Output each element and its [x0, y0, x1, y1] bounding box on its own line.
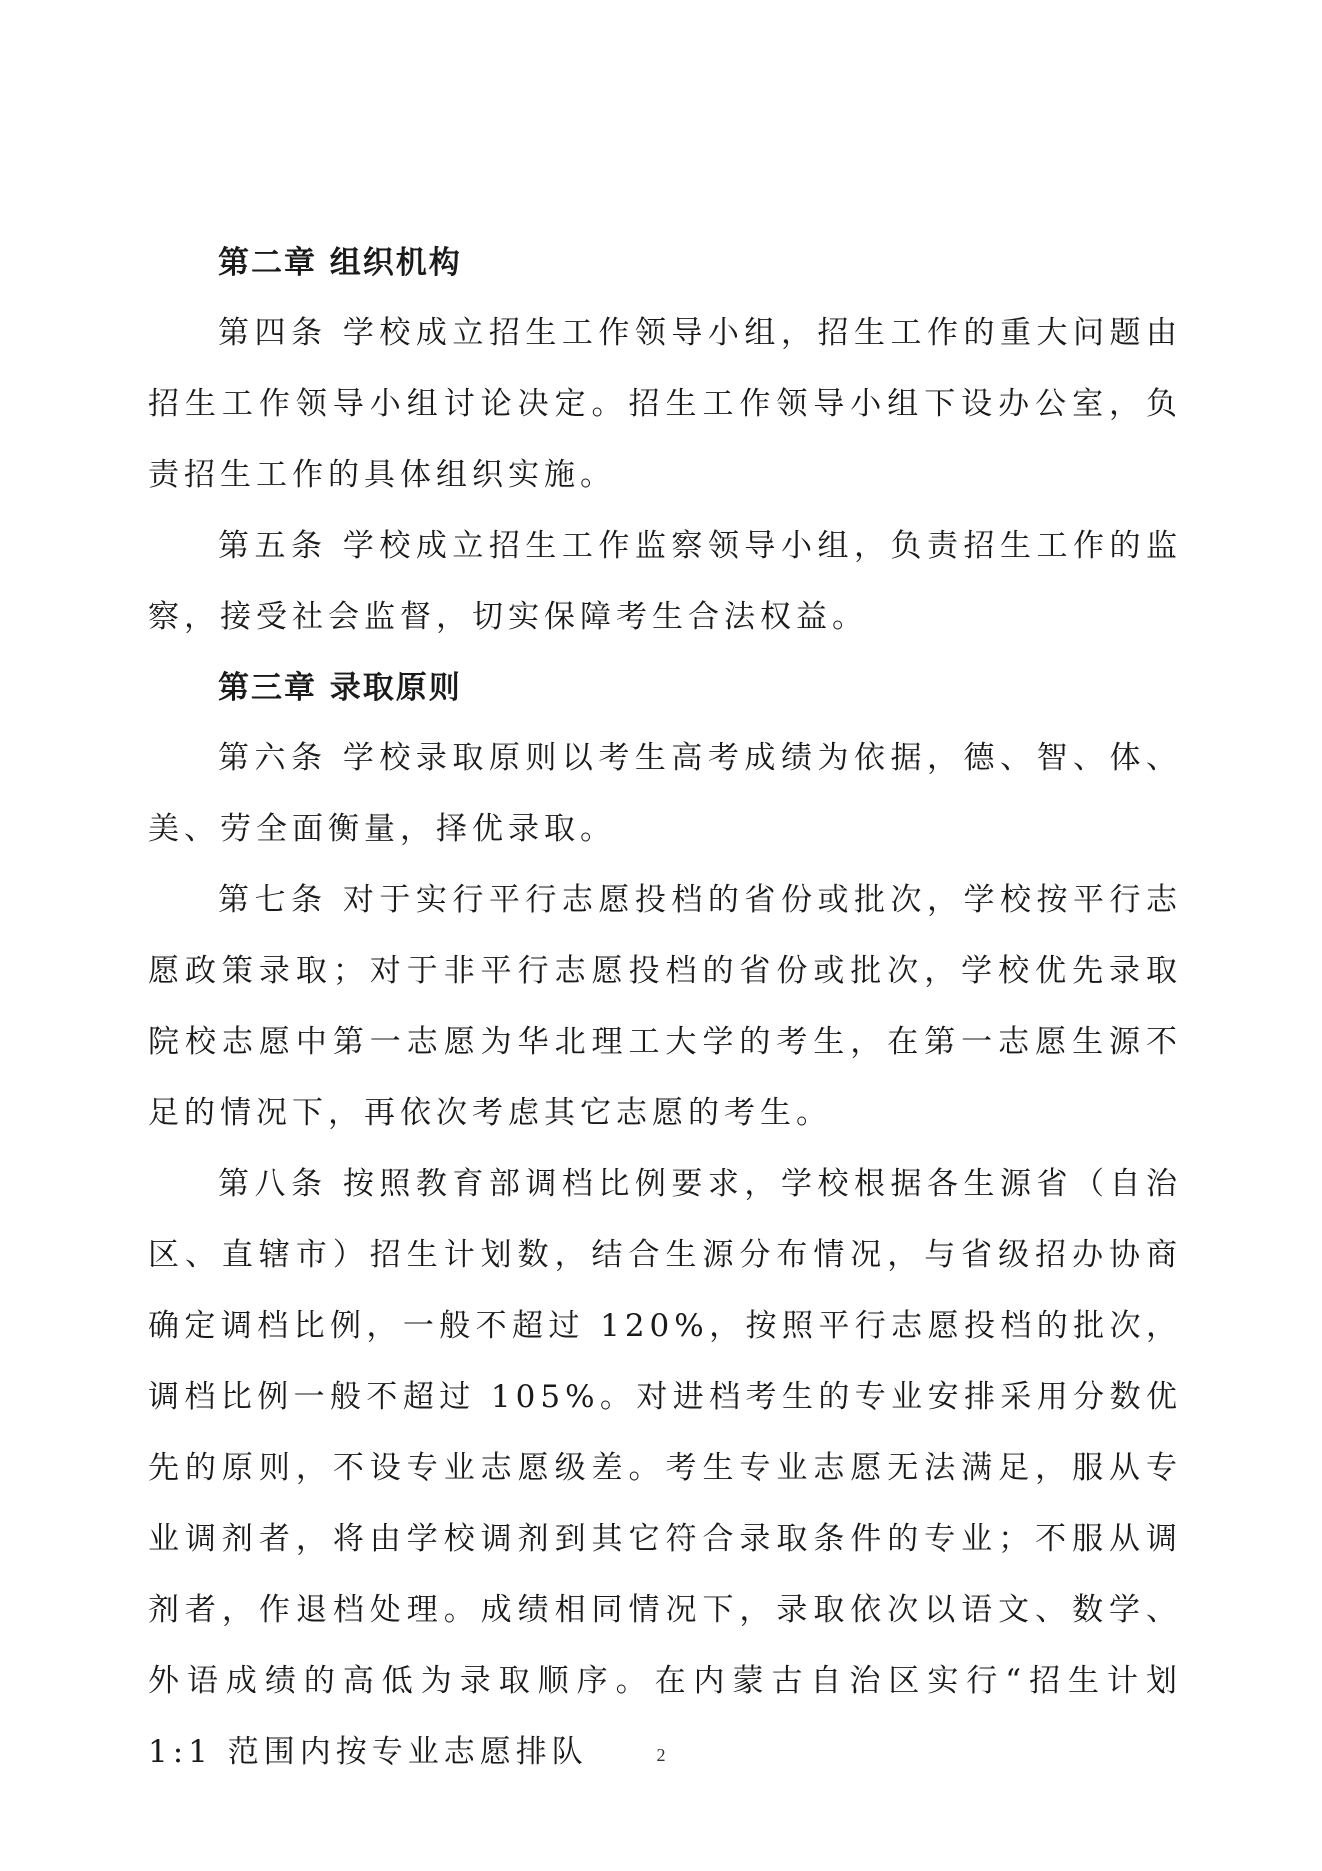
article-4: 第四条 学校成立招生工作领导小组，招生工作的重大问题由招生工作领导小组讨论决定。招生工作领导小组下设办公室，负责招生工作的具体组织实施。 — [148, 315, 1182, 493]
article-5: 第五条 学校成立招生工作监察领导小组，负责招生工作的监察，接受社会监督，切实保障考生合法权益。 — [148, 528, 1182, 635]
chapter-2-heading: 第二章 组织机构 — [218, 245, 462, 281]
article-6: 第六条 学校录取原则以考生高考成绩为依据，德、智、体、美、劳全面衡量，择优录取。 — [148, 740, 1182, 847]
article-8: 第八条 按照教育部调档比例要求，学校根据各生源省（自治区、直辖市）招生计划数，结合生源分布情况，与省级招办协商确定调档比例，一般不超过 120%，按照平行志愿投档的批次，调档比例一般不超过 105%。对进档考生的专业安排采用分数优先的原则，不设专业志愿级差。考生专业志愿无法满足，服从专业调剂者，将由学校调剂到其它符合录取条件的专业；不服从调剂者，作退档处理。成绩相同情况下，录取依次以语文、数学、外语成绩的高低为录取顺序。在内蒙古自治区实行“招生计划 1:1 范围内按专业志愿排队 — [148, 1166, 1182, 1770]
document-body — [148, 228, 1182, 1788]
page-number: 2 — [656, 1745, 666, 1765]
chapter-3-heading: 第三章 录取原则 — [218, 670, 462, 706]
article-7: 第七条 对于实行平行志愿投档的省份或批次，学校按平行志愿政策录取；对于非平行志愿投档的省份或批次，学校优先录取院校志愿中第一志愿为华北理工大学的考生，在第一志愿生源不足的情况下，再依次考虑其它志愿的考生。 — [148, 882, 1182, 1131]
